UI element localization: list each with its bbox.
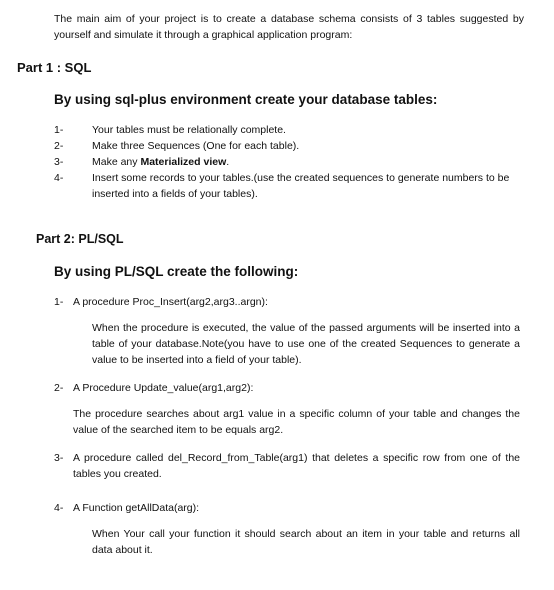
part1-item-2-number: 2- xyxy=(54,140,64,152)
part2-item-3-number: 3- xyxy=(54,452,64,464)
part1-item-4-number: 4- xyxy=(54,172,64,184)
part1-item-3-text-after: . xyxy=(226,156,230,168)
part2-item-1-number: 1- xyxy=(54,296,64,308)
part2-item-4-number: 4- xyxy=(54,502,64,514)
part1-subheading: By using sql-plus environment create your database tables: xyxy=(54,92,438,107)
materialized-view-term: Materialized view xyxy=(140,156,227,168)
part2-item-2-title: A Procedure Update_value(arg1,arg2): xyxy=(73,382,254,394)
part2-item-4-description: When Your call your function it should search about an item in your table and returns all data about it. xyxy=(92,528,520,556)
part2-subheading: By using PL/SQL create the following: xyxy=(54,264,299,279)
part1-item-3-text xyxy=(92,154,522,170)
intro-paragraph: The main aim of your project is to create a database schema consists of 3 tables suggested by yourself and simulate it through a graphical application program: xyxy=(54,13,524,41)
part2-item-1-title: A procedure Proc_Insert(arg2,arg3..argn): xyxy=(73,296,268,308)
part1-item-1-number: 1- xyxy=(54,124,64,136)
part2-item-4-title: A Function getAllData(arg): xyxy=(73,502,200,514)
part1-item-3-text-before: Make any xyxy=(92,156,141,168)
part2-item-3-title: A procedure called del_Record_from_Table(arg1) that deletes a specific row from one of the tables you created. xyxy=(73,452,520,480)
part2-heading: Part 2: PL/SQL xyxy=(36,232,124,246)
part2-item-1-description: When the procedure is executed, the value of the passed arguments will be inserted into a table of your database.Note(you have to use one of the created Sequences to generate a value to be inserted into a field of your table). xyxy=(92,322,520,366)
part2-item-2-number: 2- xyxy=(54,382,64,394)
part2-item-2-description: The procedure searches about arg1 value in a specific column of your table and changes the value of the searched item to be equals arg2. xyxy=(73,408,520,436)
part1-item-1-text: Your tables must be relationally complete. xyxy=(92,124,286,136)
part1-item-4-text: Insert some records to your tables.(use the created sequences to generate numbers to be inserted into a fields of your tables). xyxy=(92,172,510,200)
part1-item-2-text: Make three Sequences (One for each table). xyxy=(92,140,300,152)
part1-item-3-number: 3- xyxy=(54,156,64,168)
part1-heading: Part 1 : SQL xyxy=(17,60,92,75)
